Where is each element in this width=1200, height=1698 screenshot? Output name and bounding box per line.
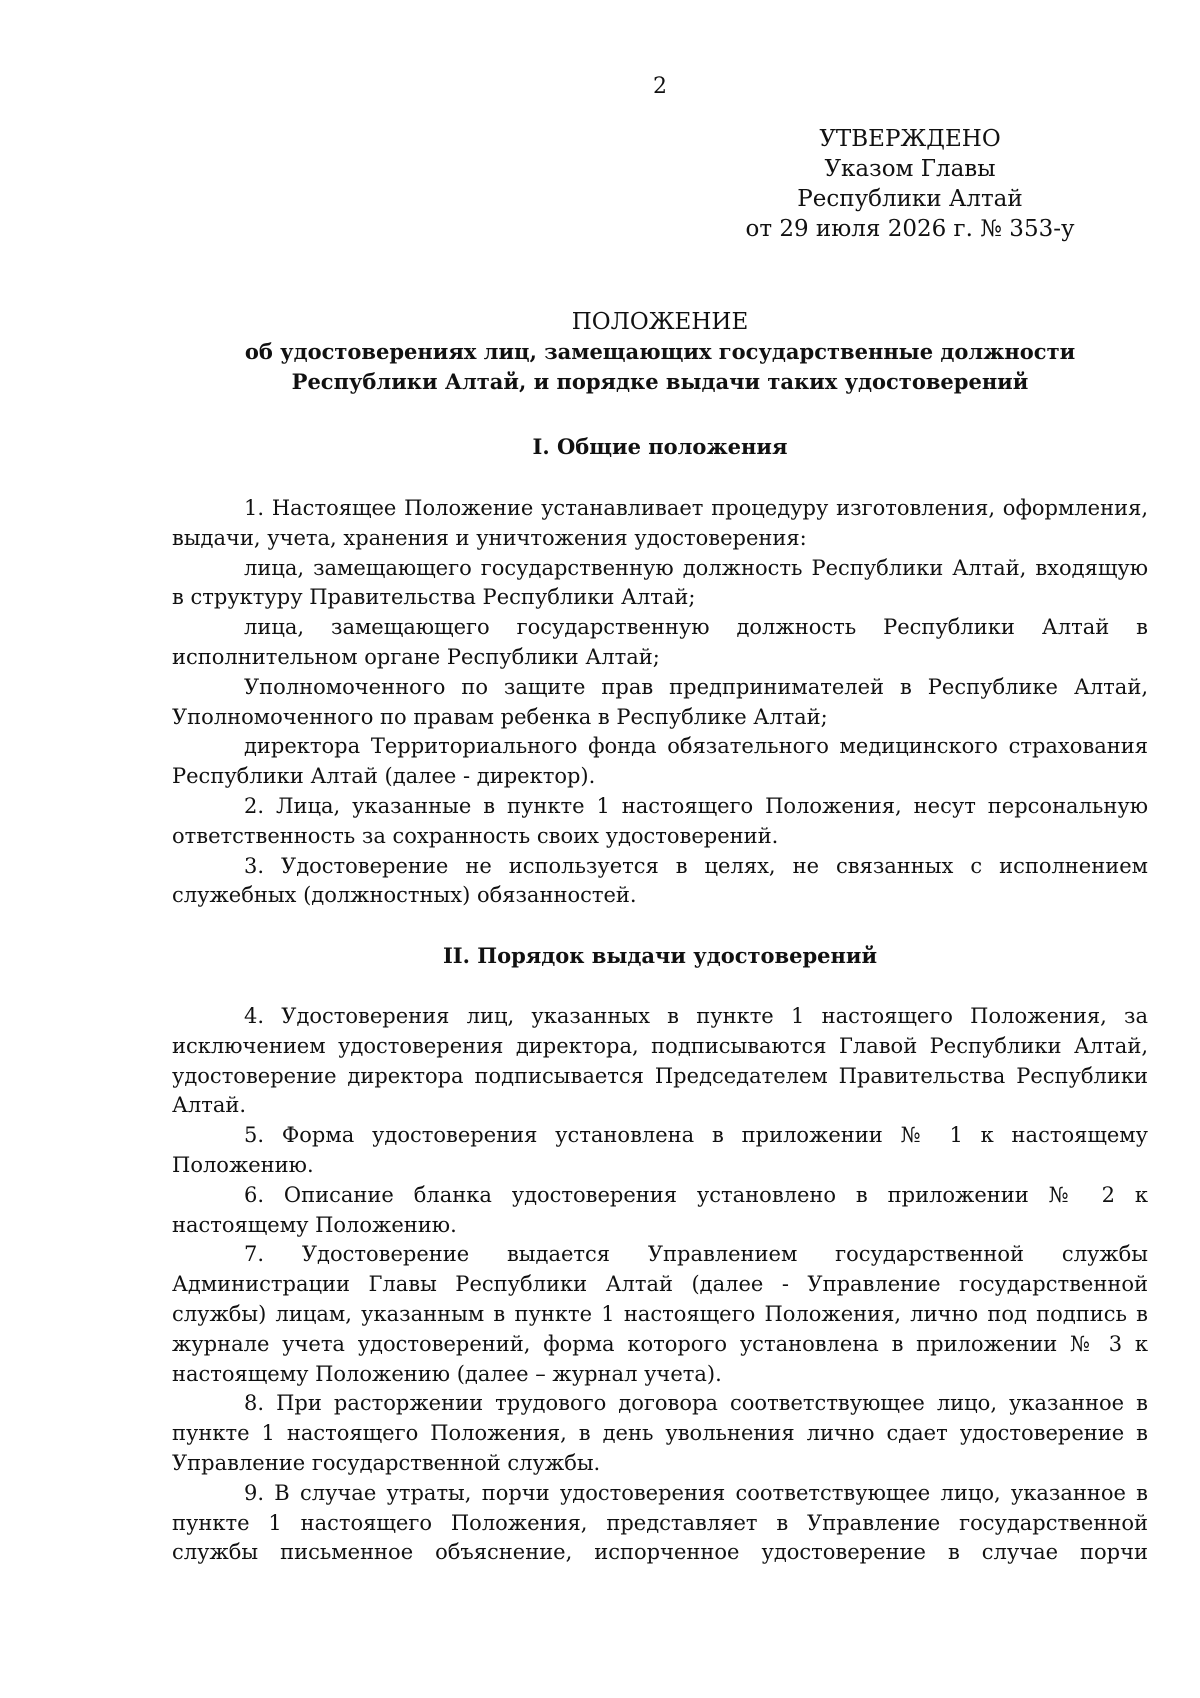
approval-line-3: Республики Алтай <box>797 186 1023 212</box>
paragraph: лица, замещающего государственную должность Республики Алтай, входящую в структуру Правительства Республики Алтай; <box>172 555 1148 610</box>
paragraph: лица, замещающего государственную должность Республики Алтай в исполнительном органе Республики Алтай; <box>172 615 1148 669</box>
paragraph: 6. Описание бланка удостоверения установлено в приложении № 2 к настоящему Положению. <box>172 1182 1148 1237</box>
document-title: ПОЛОЖЕНИЕ <box>571 309 749 335</box>
approval-stamp <box>700 124 1120 244</box>
paragraph: 7. Удостоверение выдается Управлением государственной службы Администрации Главы Республики Алтай (далее - Управление государственной службы) лицам, указанным в пункте 1 настоящего Положения, лично под подпись в журнале учета удостоверений, форма которого установлена в приложении № 3 к настоящему Положению (далее – журнал учета). <box>172 1242 1148 1386</box>
section-2-body <box>172 1002 1148 1568</box>
paragraph: 4. Удостоверения лиц, указанных в пункте 1 настоящего Положения, за исключением удостоверения директора, подписываются Главой Республики Алтай, удостоверение директора подписывается Председателем Правительства Республики Алтай. <box>172 1004 1148 1118</box>
paragraph: 1. Настоящее Положение устанавливает процедуру изготовления, оформления, выдачи, учета, хранения и уничтожения удостоверения: <box>172 496 1148 550</box>
paragraph: 2. Лица, указанные в пункте 1 настоящего Положения, несут персональную ответственность за сохранность своих удостоверений. <box>172 793 1148 848</box>
paragraph: 3. Удостоверение не используется в целях, не связанных с исполнением служебных (должностных) обязанностей. <box>172 853 1148 908</box>
approval-line-2: Указом Главы <box>824 156 996 182</box>
section-2-heading: II. Порядок выдачи удостоверений <box>442 943 878 968</box>
paragraph: директора Территориального фонда обязательного медицинского страхования Республики Алтай (далее - директор). <box>172 734 1148 789</box>
approval-line-4: от 29 июля 2026 г. № 353-у <box>745 216 1075 242</box>
section-1-body <box>172 494 1148 911</box>
section-1-heading: I. Общие положения <box>532 434 788 459</box>
paragraph: 5. Форма удостоверения установлена в приложении № 1 к настоящему Положению. <box>172 1123 1148 1177</box>
page-number: 2 <box>653 74 667 99</box>
document-subtitle: об удостоверениях лиц, замещающих государственные должности Республики Алтай, и порядке выдачи таких удостоверений <box>244 339 1076 394</box>
document-title-block <box>172 307 1148 397</box>
paragraph: 8. При расторжении трудового договора соответствующее лицо, указанное в пункте 1 настоящего Положения, в день увольнения лично сдает удостоверение в Управление государственной службы. <box>172 1391 1148 1475</box>
approval-line-1: УТВЕРЖДЕНО <box>819 126 1001 152</box>
paragraph: Уполномоченного по защите прав предпринимателей в Республике Алтай, Уполномоченного по правам ребенка в Республике Алтай; <box>172 674 1148 729</box>
paragraph: 9. В случае утраты, порчи удостоверения соответствующее лицо, указанное в пункте 1 настоящего Положения, представляет в Управление государственной службы письменное объяснение, испорченное удостоверение в случае порчи <box>172 1480 1148 1565</box>
